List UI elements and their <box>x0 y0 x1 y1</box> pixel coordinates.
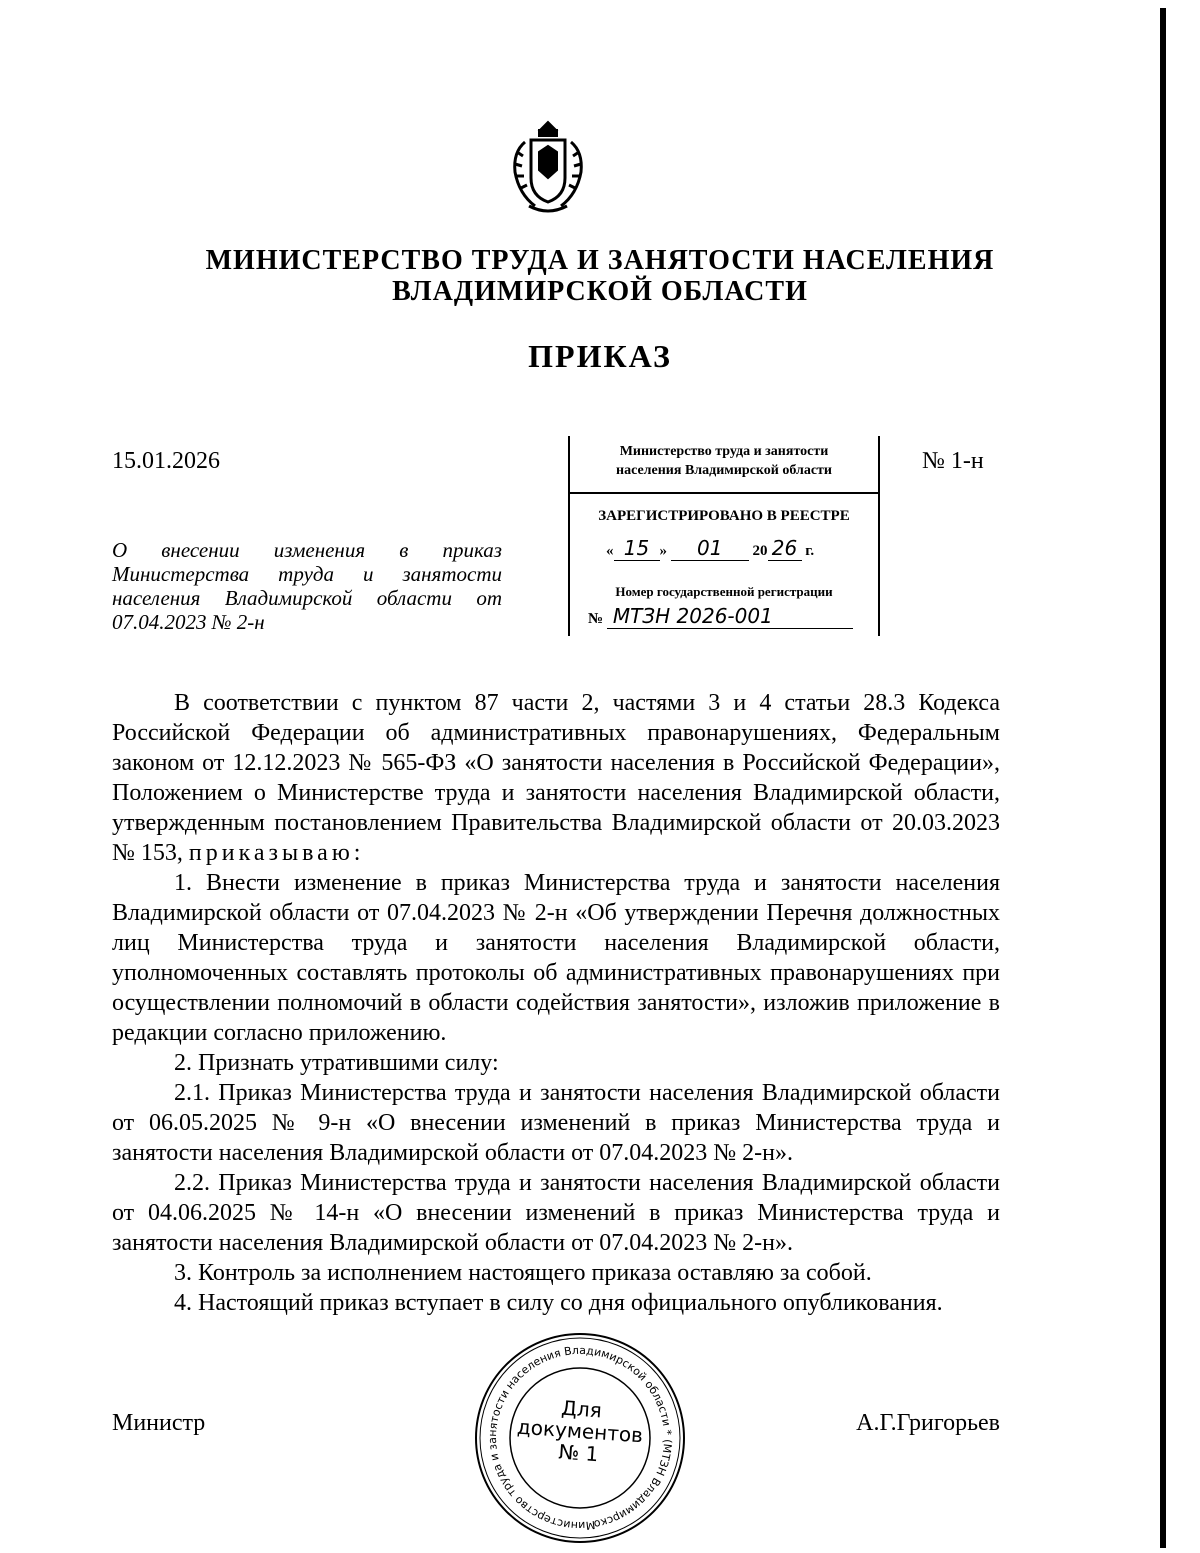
seal-ring-text: Министерство труда и занятости населения Владимирской области * (МТЗН Владимирской <box>485 1343 675 1533</box>
body-item-2-2: 2.2. Приказ Министерства труда и занятости населения Владимирской области от 04.06.2025 № 14-н «О внесении изменений в приказ Министерства труда и занятости населения Владимирской области от 07.04.2023 № 2-н». <box>112 1170 1000 1256</box>
ministry-name-line2: ВЛАДИМИРСКОЙ ОБЛАСТИ <box>392 276 808 307</box>
registration-number-value: МТЗН 2026-001 <box>607 604 853 629</box>
body-preamble <box>112 688 1000 868</box>
body-item-2-1: 2.1. Приказ Министерства труда и занятости населения Владимирской области от 06.05.2025 № 9-н «О внесении изменений в приказ Министерства труда и занятости населения Владимирской области от 07.04.2023 № 2-н». <box>112 1080 1000 1166</box>
body-item-2: 2. Признать утратившими силу: <box>174 1050 499 1076</box>
registration-year-prefix: 20 <box>752 543 768 559</box>
seal-center-line3: № 1 <box>557 1439 600 1467</box>
registration-number-label: Номер государственной регистрации <box>615 584 833 599</box>
seal-center-line2: документов <box>516 1414 644 1448</box>
registration-authority <box>570 442 878 480</box>
preamble-text: В соответствии с пунктом 87 части 2, частями 3 и 4 статьи 28.3 Кодекса Российской Федерации об административных правонарушениях, Федеральным законом от 12.12.2023 № 565-ФЗ «О занятости населения в Российской Федерации», Положением о Министерстве труда и занятости населения Владимирской области, утвержденным постановлением Правительства Владимирской области от 20.03.2023 № 153, <box>112 690 1000 866</box>
registration-number-prefix: № <box>588 611 604 627</box>
body-item-4: 4. Настоящий приказ вступает в силу со дня официального опубликования. <box>174 1290 943 1316</box>
registration-year-unit: г. <box>805 543 815 559</box>
signer-position: Министр <box>112 1410 206 1436</box>
signer-name: А.Г.Григорьев <box>856 1410 1000 1436</box>
registered-label: ЗАРЕГИСТРИРОВАНО В РЕЕСТРЕ <box>598 508 850 524</box>
registration-year-suffix: 26 <box>768 536 802 561</box>
command-word: приказываю: <box>188 840 365 866</box>
registration-divider <box>570 492 878 494</box>
document-type: ПРИКАЗ <box>528 338 672 374</box>
document-number: № 1-н <box>922 448 984 474</box>
registration-stamp <box>568 436 880 636</box>
body-item-3: 3. Контроль за исполнением настоящего приказа оставляю за собой. <box>174 1260 872 1286</box>
document-subject: О внесении изменения в приказ Министерства труда и занятости населения Владимирской области от 07.04.2023 № 2-н <box>112 538 502 634</box>
body-item-1: 1. Внести изменение в приказ Министерства труда и занятости населения Владимирской области от 07.04.2023 № 2-н «Об утверждении Перечня должностных лиц Министерства труда и занятости населения Владимирской области, уполномоченных составлять протоколы об административных правонарушениях при осуществлении полномочий в области содействия занятости», изложив приложение в редакции согласно приложению. <box>112 870 1000 1046</box>
registration-authority-line2: населения Владимирской области <box>616 463 832 478</box>
coat-of-arms-icon <box>503 118 593 218</box>
document-body <box>112 688 1000 1318</box>
scan-edge-bar <box>1160 8 1166 1548</box>
registration-date: « 15 » 01 20 26 г. <box>606 536 815 560</box>
ministry-name-line1: МИНИСТЕРСТВО ТРУДА И ЗАНЯТОСТИ НАСЕЛЕНИЯ <box>205 245 995 276</box>
registration-month: 01 <box>671 536 749 561</box>
registration-authority-line1: Министерство труда и занятости <box>619 444 829 459</box>
registration-number <box>588 604 853 629</box>
document-date: 15.01.2026 <box>112 448 220 474</box>
registration-day: 15 <box>614 536 660 561</box>
seal-center-line1: Для <box>560 1395 603 1423</box>
